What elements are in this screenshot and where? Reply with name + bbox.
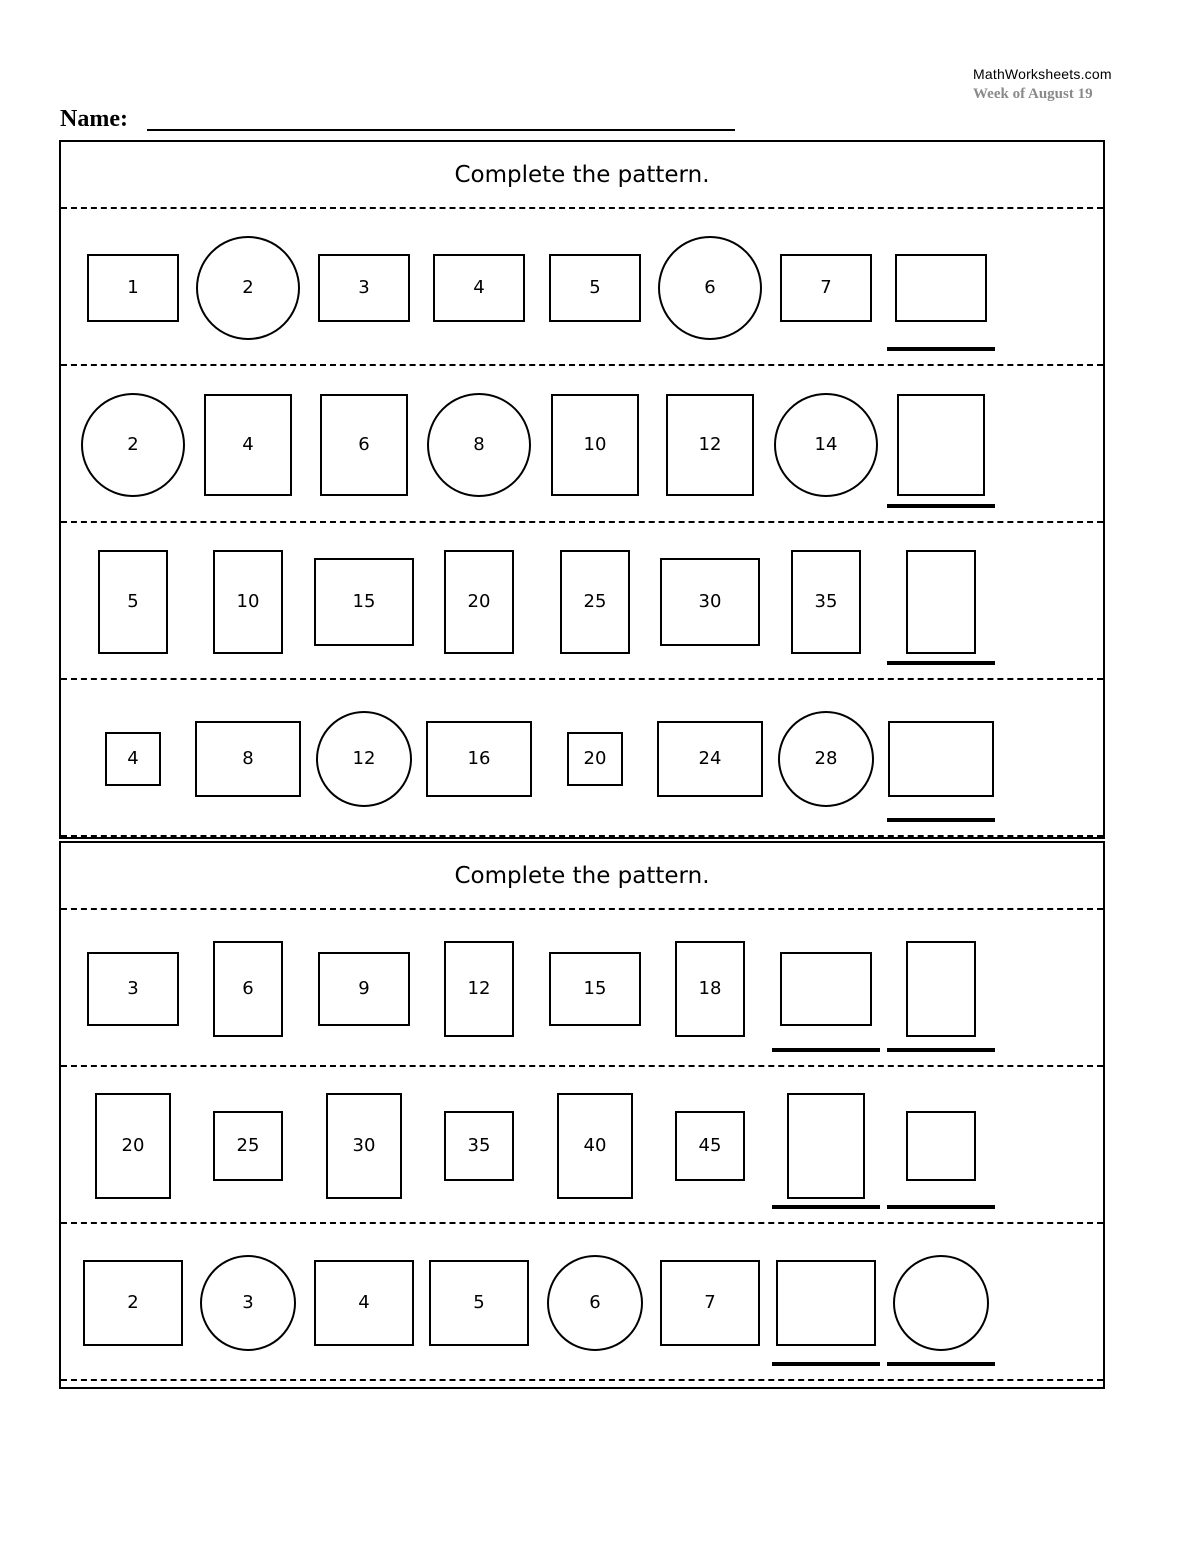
shape-number: 3 (242, 1292, 254, 1313)
pattern-rectangle (549, 952, 641, 1026)
pattern-rectangle (567, 732, 623, 786)
shape-number: 7 (820, 277, 832, 298)
pattern-square (83, 1260, 183, 1346)
shape-number: 2 (127, 1292, 139, 1313)
name-line[interactable] (147, 129, 735, 131)
answer-line (887, 661, 995, 665)
shape-number: 12 (352, 748, 376, 769)
shape-number: 14 (814, 434, 838, 455)
shape-number: 3 (127, 978, 139, 999)
pattern-rectangle (318, 952, 410, 1026)
answer-circle[interactable] (893, 1255, 989, 1351)
pattern-square (320, 394, 408, 496)
pattern-rectangle (657, 721, 763, 797)
answer-line (887, 1048, 995, 1052)
shape-number: 40 (583, 1135, 607, 1156)
shape-number: 6 (589, 1292, 601, 1313)
pattern-circle (316, 711, 412, 807)
week-text: Week of August 19 (973, 86, 1093, 102)
answer-rectangle[interactable] (906, 550, 976, 654)
pattern-rectangle (557, 1093, 633, 1199)
row-divider (61, 1222, 1103, 1224)
pattern-section-1 (59, 140, 1105, 839)
shape-number: 5 (127, 591, 139, 612)
pattern-circle (196, 236, 300, 340)
shape-number: 4 (473, 277, 485, 298)
shape-number: 35 (814, 591, 838, 612)
pattern-rectangle (87, 952, 179, 1026)
answer-rectangle[interactable] (888, 721, 994, 797)
shape-number: 3 (358, 277, 370, 298)
section-divider (61, 908, 1103, 910)
shape-number: 30 (352, 1135, 376, 1156)
pattern-rectangle (98, 550, 168, 654)
pattern-rectangle (326, 1093, 402, 1199)
shape-number: 35 (467, 1135, 491, 1156)
shape-number: 15 (352, 591, 376, 612)
pattern-square (660, 1260, 760, 1346)
answer-line (887, 347, 995, 351)
shape-number: 6 (704, 277, 716, 298)
pattern-section-2 (59, 841, 1105, 1389)
shape-number: 25 (236, 1135, 260, 1156)
answer-line (772, 1048, 880, 1052)
shape-number: 6 (242, 978, 254, 999)
pattern-square (549, 254, 641, 322)
pattern-square (551, 394, 639, 496)
answer-line (772, 1205, 880, 1209)
shape-number: 10 (236, 591, 260, 612)
section-title: Complete the pattern. (454, 863, 710, 889)
shape-number: 24 (698, 748, 722, 769)
answer-line (887, 818, 995, 822)
shape-number: 18 (698, 978, 722, 999)
shape-number: 1 (127, 277, 139, 298)
pattern-rectangle (213, 550, 283, 654)
pattern-circle (658, 236, 762, 340)
pattern-square (318, 254, 410, 322)
answer-rectangle[interactable] (780, 952, 872, 1026)
shape-number: 45 (698, 1135, 722, 1156)
shape-number: 5 (589, 277, 601, 298)
pattern-circle (774, 393, 878, 497)
answer-rectangle[interactable] (906, 941, 976, 1037)
shape-number: 20 (121, 1135, 145, 1156)
shape-number: 20 (467, 591, 491, 612)
pattern-rectangle (444, 550, 514, 654)
shape-number: 30 (698, 591, 722, 612)
pattern-circle (547, 1255, 643, 1351)
pattern-rectangle (213, 941, 283, 1037)
row-divider (61, 1065, 1103, 1067)
pattern-rectangle (426, 721, 532, 797)
pattern-square (666, 394, 754, 496)
pattern-rectangle (660, 558, 760, 646)
pattern-rectangle (444, 941, 514, 1037)
shape-number: 8 (242, 748, 254, 769)
shape-number: 8 (473, 434, 485, 455)
shape-number: 2 (242, 277, 254, 298)
shape-number: 6 (358, 434, 370, 455)
pattern-square (204, 394, 292, 496)
shape-number: 10 (583, 434, 607, 455)
shape-number: 2 (127, 434, 139, 455)
shape-number: 9 (358, 978, 370, 999)
shape-number: 4 (358, 1292, 370, 1313)
shape-number: 25 (583, 591, 607, 612)
pattern-square (433, 254, 525, 322)
pattern-rectangle (560, 550, 630, 654)
brand-text: MathWorksheets.com (973, 66, 1112, 82)
row-divider (61, 364, 1103, 366)
pattern-circle (81, 393, 185, 497)
answer-line (887, 504, 995, 508)
shape-number: 20 (583, 748, 607, 769)
section-title: Complete the pattern. (454, 162, 710, 188)
answer-square[interactable] (895, 254, 987, 322)
answer-square[interactable] (897, 394, 985, 496)
shape-number: 7 (704, 1292, 716, 1313)
shape-number: 15 (583, 978, 607, 999)
answer-line (772, 1362, 880, 1366)
pattern-square (429, 1260, 529, 1346)
answer-rectangle[interactable] (787, 1093, 865, 1199)
answer-square[interactable] (776, 1260, 876, 1346)
shape-number: 12 (467, 978, 491, 999)
row-divider (61, 521, 1103, 523)
pattern-rectangle (791, 550, 861, 654)
pattern-rectangle (105, 732, 161, 786)
shape-number: 12 (698, 434, 722, 455)
pattern-rectangle (213, 1111, 283, 1181)
pattern-square (780, 254, 872, 322)
shape-number: 4 (242, 434, 254, 455)
shape-number: 4 (127, 748, 139, 769)
pattern-rectangle (444, 1111, 514, 1181)
pattern-rectangle (675, 1111, 745, 1181)
section-divider (61, 207, 1103, 209)
name-label: Name: (60, 106, 128, 132)
pattern-rectangle (314, 558, 414, 646)
row-divider (61, 678, 1103, 680)
answer-line (887, 1362, 995, 1366)
answer-rectangle[interactable] (906, 1111, 976, 1181)
row-divider (61, 1379, 1103, 1381)
pattern-rectangle (195, 721, 301, 797)
shape-number: 5 (473, 1292, 485, 1313)
shape-number: 16 (467, 748, 491, 769)
pattern-square (314, 1260, 414, 1346)
pattern-rectangle (95, 1093, 171, 1199)
pattern-square (87, 254, 179, 322)
pattern-circle (778, 711, 874, 807)
pattern-rectangle (675, 941, 745, 1037)
shape-number: 28 (814, 748, 838, 769)
pattern-circle (200, 1255, 296, 1351)
row-divider (61, 835, 1103, 837)
pattern-circle (427, 393, 531, 497)
answer-line (887, 1205, 995, 1209)
